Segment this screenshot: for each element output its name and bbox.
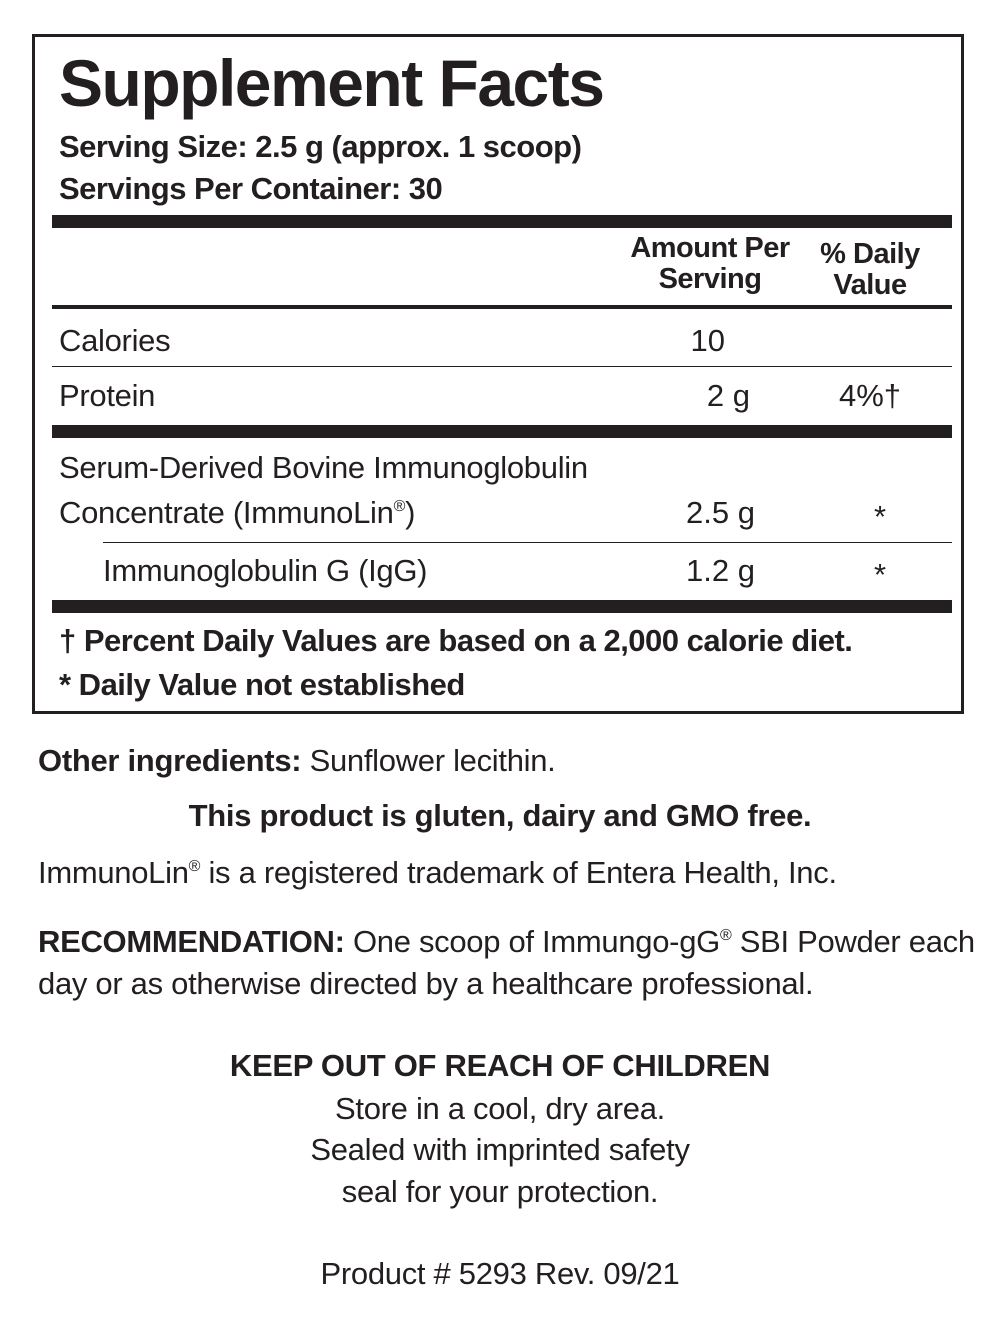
recommendation-text-cont: SBI Powder each <box>731 924 975 959</box>
column-header-amount-line1: Amount Per <box>630 232 790 264</box>
other-ingredients-label: Other ingredients: <box>38 743 302 778</box>
registered-mark: ® <box>393 498 406 515</box>
trademark-brand: ImmunoLin <box>38 855 189 890</box>
column-header-dv-line1: % Daily <box>820 238 920 270</box>
protein-daily-value: 4%† <box>838 378 902 413</box>
panel-title: Supplement Facts <box>59 46 604 120</box>
storage-instruction: Store in a cool, dry area. <box>335 1091 665 1126</box>
igg-label: Immunoglobulin G (IgG) <box>103 553 428 588</box>
serving-size: Serving Size: 2.5 g (approx. 1 scoop) <box>59 129 582 164</box>
other-ingredients <box>38 743 555 779</box>
seal-notice-line1: Sealed with imprinted safety <box>310 1132 690 1167</box>
divider-thin <box>52 366 952 367</box>
warning-heading: KEEP OUT OF REACH OF CHILDREN <box>229 1048 771 1083</box>
servings-per-container: Servings Per Container: 30 <box>59 171 443 206</box>
recommendation-label: RECOMMENDATION: <box>38 924 345 959</box>
other-ingredients-text: Sunflower lecithin. <box>301 743 556 778</box>
registered-mark: ® <box>719 927 732 944</box>
trademark-notice <box>38 855 837 891</box>
footnote-not-established: * Daily Value not established <box>59 667 465 702</box>
sbi-daily-value: * <box>873 499 887 534</box>
calories-amount: 10 <box>690 323 725 358</box>
column-header-daily-value <box>805 239 935 301</box>
seal-notice-line2: seal for your protection. <box>341 1174 659 1209</box>
recommendation-line1 <box>38 924 975 960</box>
igg-amount: 1.2 g <box>686 553 755 588</box>
supplement-facts-panel <box>32 34 964 714</box>
divider-thin-indented <box>103 542 952 543</box>
sbi-label-text: Concentrate (ImmunoLin <box>59 495 394 530</box>
sbi-label-line1: Serum-Derived Bovine Immunoglobulin <box>59 450 588 485</box>
divider-thick <box>52 600 952 613</box>
sbi-amount: 2.5 g <box>686 495 755 530</box>
calories-label: Calories <box>59 323 171 358</box>
sbi-label-close: ) <box>405 495 416 530</box>
product-code: Product # 5293 Rev. 09/21 <box>320 1256 680 1291</box>
divider-thick <box>52 215 952 228</box>
registered-mark: ® <box>188 858 201 875</box>
free-from-statement: This product is gluten, dairy and GMO free. <box>188 798 812 833</box>
igg-daily-value: * <box>873 557 887 592</box>
recommendation-line2: day or as otherwise directed by a healthcare professional. <box>38 966 814 1001</box>
recommendation-text: One scoop of Immungo-gG <box>344 924 720 959</box>
column-header-amount-line2: Serving <box>658 263 762 295</box>
sbi-label-line2 <box>59 495 415 531</box>
trademark-text: is a registered trademark of Entera Health, Inc. <box>200 855 837 890</box>
column-header-amount <box>625 233 795 295</box>
protein-label: Protein <box>59 378 156 413</box>
column-header-dv-line2: Value <box>833 269 907 301</box>
protein-amount: 2 g <box>706 378 750 413</box>
divider-medium <box>52 305 952 309</box>
divider-thick <box>52 425 952 438</box>
footnote-daily-values: † Percent Daily Values are based on a 2,000 calorie diet. <box>59 623 853 658</box>
